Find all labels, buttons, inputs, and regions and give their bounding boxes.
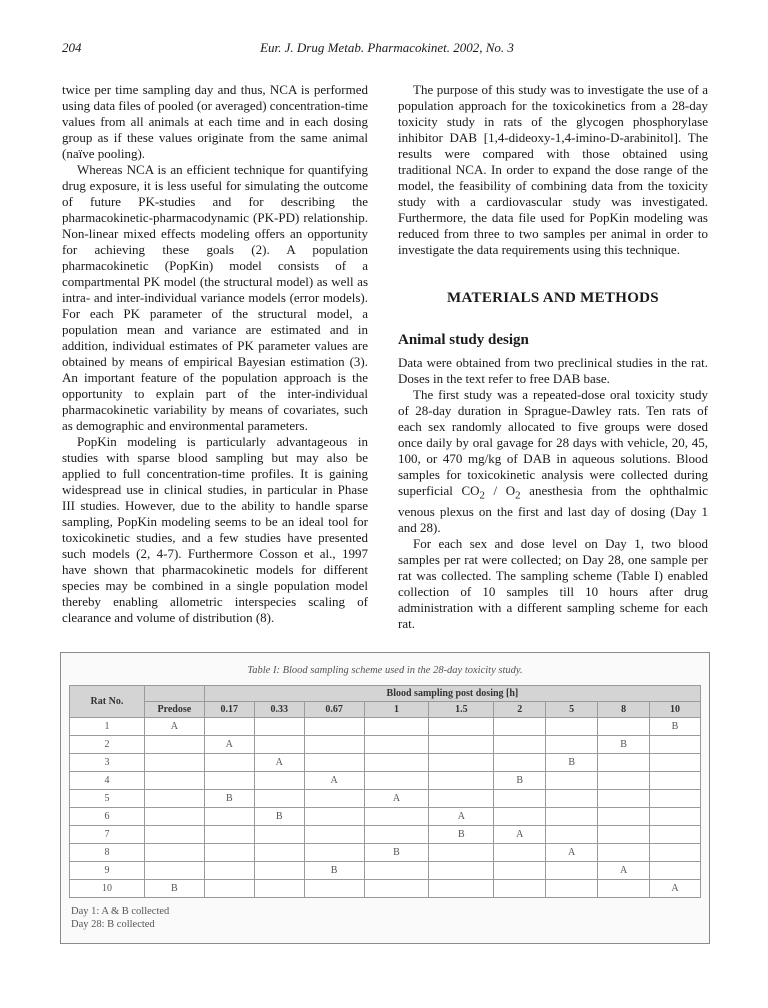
sample-cell — [364, 718, 429, 736]
sample-cell — [429, 844, 494, 862]
sample-cell — [364, 754, 429, 772]
column-header: Predose — [144, 702, 204, 718]
sample-cell: A — [429, 808, 494, 826]
sample-cell — [598, 718, 650, 736]
sample-cell — [364, 772, 429, 790]
sample-cell — [304, 736, 364, 754]
sample-cell — [494, 808, 546, 826]
sample-cell — [204, 772, 254, 790]
running-header — [62, 40, 712, 56]
paragraph: The purpose of this study was to investigate the use of a population approach for the toxicokinetics from a 28-day toxicity study in rats of the glycogen phosphorylase inhibitor DAB [1,4-dideoxy-1,4-imino-D-arabinitol]. The results were compared with those obtained using traditional NCA. In order to expand the dose range of the model, the feasibility of combining data from the toxicity study with a cardiovascular study was investigated. Furthermore, the data file used for PopKin modeling was reduced from three to two samples per animal in order to investigate the data requirements using this technique. — [398, 82, 708, 257]
sample-cell — [144, 844, 204, 862]
sample-cell — [546, 862, 598, 880]
footnote: Day 1: A & B collected — [71, 906, 170, 917]
sample-cell — [254, 718, 304, 736]
sample-cell — [144, 826, 204, 844]
sample-cell — [429, 736, 494, 754]
sample-cell — [546, 790, 598, 808]
sample-cell — [546, 736, 598, 754]
table-row — [70, 754, 701, 772]
table-figure — [60, 652, 710, 944]
sample-cell — [598, 826, 650, 844]
paragraph-text: The first study was a repeated-dose oral toxicity study of 28-day duration in Sprague-Dawley rats. Ten rats of each sex randomly allocated to five groups were dosed once daily by oral gavage for 28 days with vehicle, 20, 45, 100, or 470 mg/kg of DAB in aqueous solutions. Blood samples for toxicokinetic analysis were collected during superficial CO — [398, 387, 708, 498]
sample-cell — [429, 880, 494, 898]
footnote: Day 28: B collected — [71, 919, 155, 930]
sample-cell — [650, 772, 701, 790]
left-column — [62, 82, 368, 626]
sample-cell — [650, 844, 701, 862]
sample-cell — [429, 862, 494, 880]
rat-number-cell: 2 — [70, 736, 145, 754]
sample-cell — [254, 880, 304, 898]
paragraph: Data were obtained from two preclinical studies in the rat. Doses in the text refer to free DAB base. — [398, 355, 708, 386]
sample-cell — [304, 808, 364, 826]
rat-number-cell: 1 — [70, 718, 145, 736]
sample-cell — [364, 826, 429, 844]
sample-cell: B — [144, 880, 204, 898]
sample-cell — [598, 790, 650, 808]
group-header: Blood sampling post dosing [h] — [204, 686, 700, 702]
rat-number-cell: 5 — [70, 790, 145, 808]
sample-cell — [494, 718, 546, 736]
sample-cell — [650, 754, 701, 772]
sample-cell: B — [650, 718, 701, 736]
sample-cell: A — [650, 880, 701, 898]
sample-cell — [429, 754, 494, 772]
table-caption: Table I: Blood sampling scheme used in the 28-day toxicity study. — [247, 665, 523, 676]
sample-cell: B — [546, 754, 598, 772]
sample-cell — [204, 862, 254, 880]
sample-cell — [204, 826, 254, 844]
sample-cell — [254, 790, 304, 808]
sample-cell — [494, 862, 546, 880]
sample-cell — [254, 772, 304, 790]
journal-title: Eur. J. Drug Metab. Pharmacokinet. 2002, No. 3 — [260, 40, 514, 55]
sample-cell — [650, 862, 701, 880]
sample-cell: B — [364, 844, 429, 862]
sample-cell — [144, 736, 204, 754]
sample-cell — [650, 808, 701, 826]
column-header: Rat No. — [70, 686, 145, 718]
table-header-row — [70, 686, 701, 702]
sample-cell: A — [304, 772, 364, 790]
column-header: 2 — [494, 702, 546, 718]
sample-cell: A — [364, 790, 429, 808]
sample-cell — [204, 808, 254, 826]
sample-cell — [204, 718, 254, 736]
column-header: 0.67 — [304, 702, 364, 718]
sample-cell — [304, 754, 364, 772]
column-header: 5 — [546, 702, 598, 718]
sample-cell — [494, 880, 546, 898]
sample-cell — [598, 880, 650, 898]
sample-cell — [144, 790, 204, 808]
sample-cell — [144, 862, 204, 880]
rat-number-cell: 8 — [70, 844, 145, 862]
sampling-table — [69, 685, 701, 898]
table-body — [70, 718, 701, 898]
sample-cell — [546, 880, 598, 898]
sample-cell — [304, 718, 364, 736]
sample-cell: A — [546, 844, 598, 862]
sample-cell — [254, 736, 304, 754]
sample-cell: B — [598, 736, 650, 754]
table-row — [70, 880, 701, 898]
sample-cell — [429, 790, 494, 808]
sample-cell — [364, 862, 429, 880]
paragraph-text: / O — [484, 483, 516, 498]
rat-number-cell: 7 — [70, 826, 145, 844]
paragraph: twice per time sampling day and thus, NCA is performed using data files of pooled (or averaged) concentration-time values from all animals at each time and in each dosing group as if these values originate from the same animal (naïve pooling). — [62, 82, 368, 161]
sample-cell: A — [204, 736, 254, 754]
table-row — [70, 736, 701, 754]
sample-cell — [254, 844, 304, 862]
rat-number-cell: 4 — [70, 772, 145, 790]
subscript: 2 — [479, 489, 485, 502]
sample-cell — [304, 844, 364, 862]
sample-cell — [304, 826, 364, 844]
sample-cell — [650, 826, 701, 844]
sample-cell — [494, 790, 546, 808]
column-header: 10 — [650, 702, 701, 718]
sample-cell — [204, 844, 254, 862]
sample-cell — [598, 844, 650, 862]
sample-cell — [598, 754, 650, 772]
rat-number-cell: 9 — [70, 862, 145, 880]
section-title: MATERIALS AND METHODS — [447, 290, 659, 306]
table-footnotes — [71, 905, 169, 931]
sample-cell — [429, 772, 494, 790]
right-column — [398, 82, 708, 632]
table-row — [70, 844, 701, 862]
table-row — [70, 862, 701, 880]
sample-cell — [254, 862, 304, 880]
sample-cell — [364, 808, 429, 826]
paragraph — [398, 387, 708, 536]
sample-cell: B — [254, 808, 304, 826]
sample-cell — [204, 754, 254, 772]
column-header: 1 — [364, 702, 429, 718]
table-row — [70, 826, 701, 844]
column-header: 8 — [598, 702, 650, 718]
table-row — [70, 718, 701, 736]
sample-cell — [650, 790, 701, 808]
sample-cell: B — [429, 826, 494, 844]
sample-cell — [304, 880, 364, 898]
table-row — [70, 772, 701, 790]
sample-cell — [204, 880, 254, 898]
sample-cell — [144, 772, 204, 790]
page-number: 204 — [62, 40, 82, 55]
sample-cell — [494, 844, 546, 862]
sample-cell — [364, 880, 429, 898]
sample-cell: B — [304, 862, 364, 880]
subscript: 2 — [515, 489, 521, 502]
sample-cell — [254, 826, 304, 844]
paragraph-text: anesthesia from the ophthalmic venous plexus on the first and last day of dosing (Day 1 and 28). — [398, 483, 709, 535]
sample-cell — [598, 772, 650, 790]
rat-number-cell: 6 — [70, 808, 145, 826]
sample-cell: A — [144, 718, 204, 736]
sample-cell: A — [598, 862, 650, 880]
sample-cell: A — [254, 754, 304, 772]
sample-cell: B — [204, 790, 254, 808]
sample-cell — [650, 736, 701, 754]
sample-cell — [546, 826, 598, 844]
sample-cell — [546, 718, 598, 736]
sample-cell — [546, 772, 598, 790]
rat-number-cell: 10 — [70, 880, 145, 898]
sample-cell — [429, 718, 494, 736]
rat-number-cell: 3 — [70, 754, 145, 772]
column-header: 1.5 — [429, 702, 494, 718]
sample-cell — [304, 790, 364, 808]
paragraph: For each sex and dose level on Day 1, two blood samples per rat were collected; on Day 28, one sample per rat was collected. The sampling scheme (Table I) enabled collection of 10 samples till 10 hours after drug administration with a different sampling scheme for each rat. — [398, 535, 708, 631]
column-header: 0.33 — [254, 702, 304, 718]
sample-cell: B — [494, 772, 546, 790]
table-row — [70, 790, 701, 808]
sample-cell: A — [494, 826, 546, 844]
subsection-title: Animal study design — [398, 332, 529, 348]
sample-cell — [144, 754, 204, 772]
sample-cell — [144, 808, 204, 826]
sample-cell — [546, 808, 598, 826]
table-header-row — [70, 702, 701, 718]
sample-cell — [598, 808, 650, 826]
table-row — [70, 808, 701, 826]
paragraph: PopKin modeling is particularly advantageous in studies with sparse blood sampling but may also be applied to full concentration-time profiles. It is gaining widespread use in clinical studies, in particular in Phase III studies. However, due to the ability to handle sparse sampling, PopKin modeling seems to be an ideal tool for toxicokinetic studies, and a few studies have presented such models (2, 4-7). Furthermore Cosson et al., 1997 have shown that pharmacokinetic models for different species may be combined in a single population model thereby enabling allometric interspecies scaling of clearance and volume of distribution (8). — [62, 434, 368, 625]
paragraph: Whereas NCA is an efficient technique for quantifying drug exposure, it is less useful for simulating the outcome of future PK-studies and for describing the pharmacokinetic-pharmacodynamic (PK-PD) relationship. Non-linear mixed effects modeling offers an opportunity for achieving these goals (2). A population pharmacokinetic (PopKin) model consists of a compartmental PK model (the structural model) as well as intra- and inter-individual variance models (error models). For each PK parameter of the structural model, a population mean and variance are estimated and in addition, individual estimates of PK parameter values are obtained by means of empirical Bayesian estimation (3). An important feature of the population approach is the opportunity to explain part of the inter-individual pharmacokinetic variability by means of covariates, such as demographic and environmental parameters. — [62, 162, 368, 433]
sample-cell — [494, 736, 546, 754]
column-header — [144, 686, 204, 702]
sample-cell — [364, 736, 429, 754]
sample-cell — [494, 754, 546, 772]
column-header: 0.17 — [204, 702, 254, 718]
